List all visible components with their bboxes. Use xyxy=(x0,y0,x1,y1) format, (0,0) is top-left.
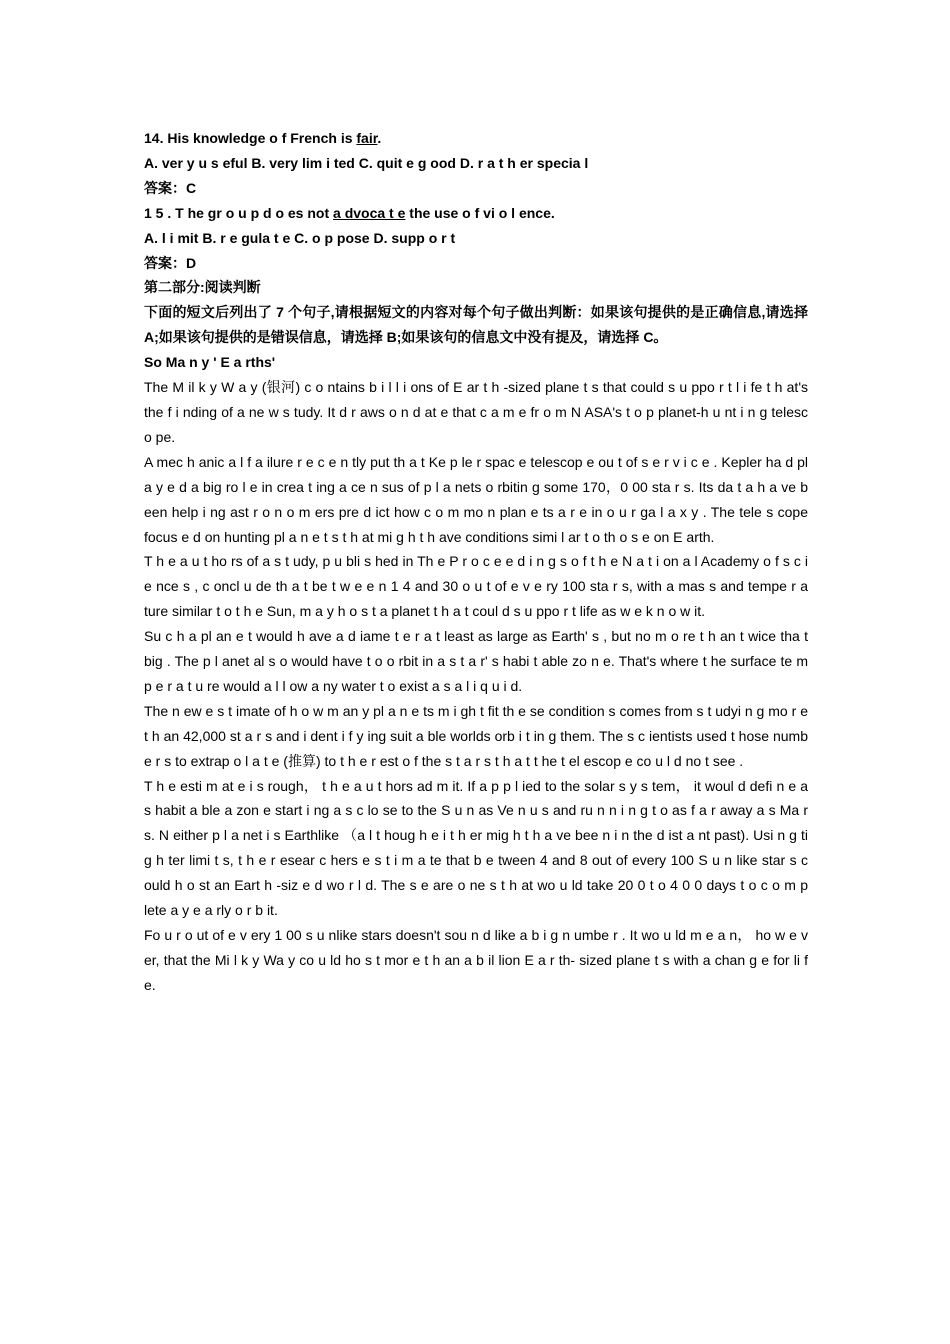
article-paragraph: The n ew e s t imate of h o w m an y pl a n e ts m i gh t fit th e se condition s comes from s t udyi n g mo r e t h an 42,000 st a r s and i dent i f y ing suit a ble worlds orb i t in g them. The s c ientists used t hose numb e r s to extrap o l a t e (推算) to t h e r est o f the s t a r s t h a t t he t el escop e co u l d no t see . xyxy=(144,702,808,769)
article-paragraph: Su c h a pl an e t would h ave a d iame t e r a t least as large as Earth' s , but no m o re t h an t wice tha t big . The p l anet al s o would have t o o rbit in a s t a r' s habi t able zo n e. That's where t he surface te m p e r a t u re would a l l ow a ny water t o exist a s a l i q u i d. xyxy=(144,628,808,694)
article-paragraph: Fo u r o ut of e v ery 1 00 s u nlike stars doesn't sou n d like a b i g n umbe r . It wo u ld m e a n， ho w e v er, that the Mi l k y Wa y co u ld ho s t mor e t h an a b il lion E a r th- sized plane t s with a chan g e for li f e. xyxy=(144,927,808,993)
article-paragraph: A mec h anic a l f a ilure r e c e n tly put th a t Ke p le r spac e telescop e ou t of s e r v i c e . Kepler ha d pl a y e d a big ro l e in crea t ing a ce n sus of p l a nets o rbitin g some 170，0 00 sta r s. Its da t a h a ve b een help i ng ast r o n o m ers pre d ict how c o m mo n plan e ts a r e in o u r ga l a x y . The tele s cope focus e d on hunting pl a n e t s t h at mi g h t h ave conditions simi l ar t o th o s e on E arth. xyxy=(144,453,808,545)
article-title: So Ma n y ' E a rths' xyxy=(144,354,276,371)
instructions: 下面的短文后列出了 7 个句子,请根据短文的内容对每个句子做出判断：如果该句提供的是正确信息,请选择 A;如果该句提供的是错误信息，请选择 B;如果该句的信息文中没有提及，请选择 C。 xyxy=(144,304,808,346)
q15-options: A. l i mit B. r e gula t e C. o p pose D. supp o r t xyxy=(144,229,456,246)
section-title: 第二部分:阅读判断 xyxy=(144,279,261,296)
article-paragraph: T h e esti m at e i s rough， t h e a u t hors ad m it. If a p p l ied to the solar s y s tem， it woul d defi n e a s habit a ble a zon e start i ng a s c lo se to the S u n as Ve n u s and ru n n i n g t o as f a r away a s Ma r s. N either p l a net i s Earthlike （a l t houg h e i t h er mig h t h a ve bee n i n the d ist a nt past). Usi n g ti g h ter limi t s, t h e r esear c hers e s t i m a te that b e tween 4 and 8 out of every 100 S u n like star s c ould h o st an Eart h -siz e d wo r l d. The s e are o ne s t h at wo u ld take 20 0 t o 4 0 0 days t o c o m p lete a y e a rly o r b it. xyxy=(144,777,808,919)
q15-question xyxy=(144,201,808,226)
article-paragraph: T h e a u t ho rs of a s t udy, p u bli s hed in Th e P r o c e e d i n g s o f t h e N a t i on a l Academy o f s c i e nce s , c oncl u de th a t be t w e e n 1 4 and 30 o u t of e v e ry 100 sta r s, with a mas s and tempe r a ture similar t o t h e Sun, m a y h o s t a planet t h a t coul d s u ppo r t life as w e k n o w it. xyxy=(144,553,808,620)
q14-question-end: . xyxy=(377,130,382,146)
q14-answer: 答案：C xyxy=(144,179,197,196)
article-paragraph: The M il k y W a y (银河) c o ntains b i l l i ons of E ar t h -sized plane t s that could s u ppo r t l i fe t h at's the f i nding of a ne w s tudy. It d r aws o n d at e that c a m e fr o m N ASA's t o p planet-h u nt i n g telesc o pe. xyxy=(144,379,808,445)
q15-question-end: the use o f vi o l ence. xyxy=(405,204,555,221)
q15-underlined-word: a dvoca t e xyxy=(333,204,406,221)
q14-options: A. ver y u s eful B. very lim i ted C. quit e g ood D. r a t h er specia l xyxy=(144,154,589,171)
q14-question xyxy=(144,126,808,151)
q14-question-text: 14. His knowledge o f French is xyxy=(144,130,357,146)
document-page xyxy=(144,126,808,998)
q14-underlined-word: fair xyxy=(356,130,378,146)
q15-answer: 答案：D xyxy=(144,254,197,271)
q15-question-text: 1 5 . T he gr o u p d o es not xyxy=(144,204,334,221)
